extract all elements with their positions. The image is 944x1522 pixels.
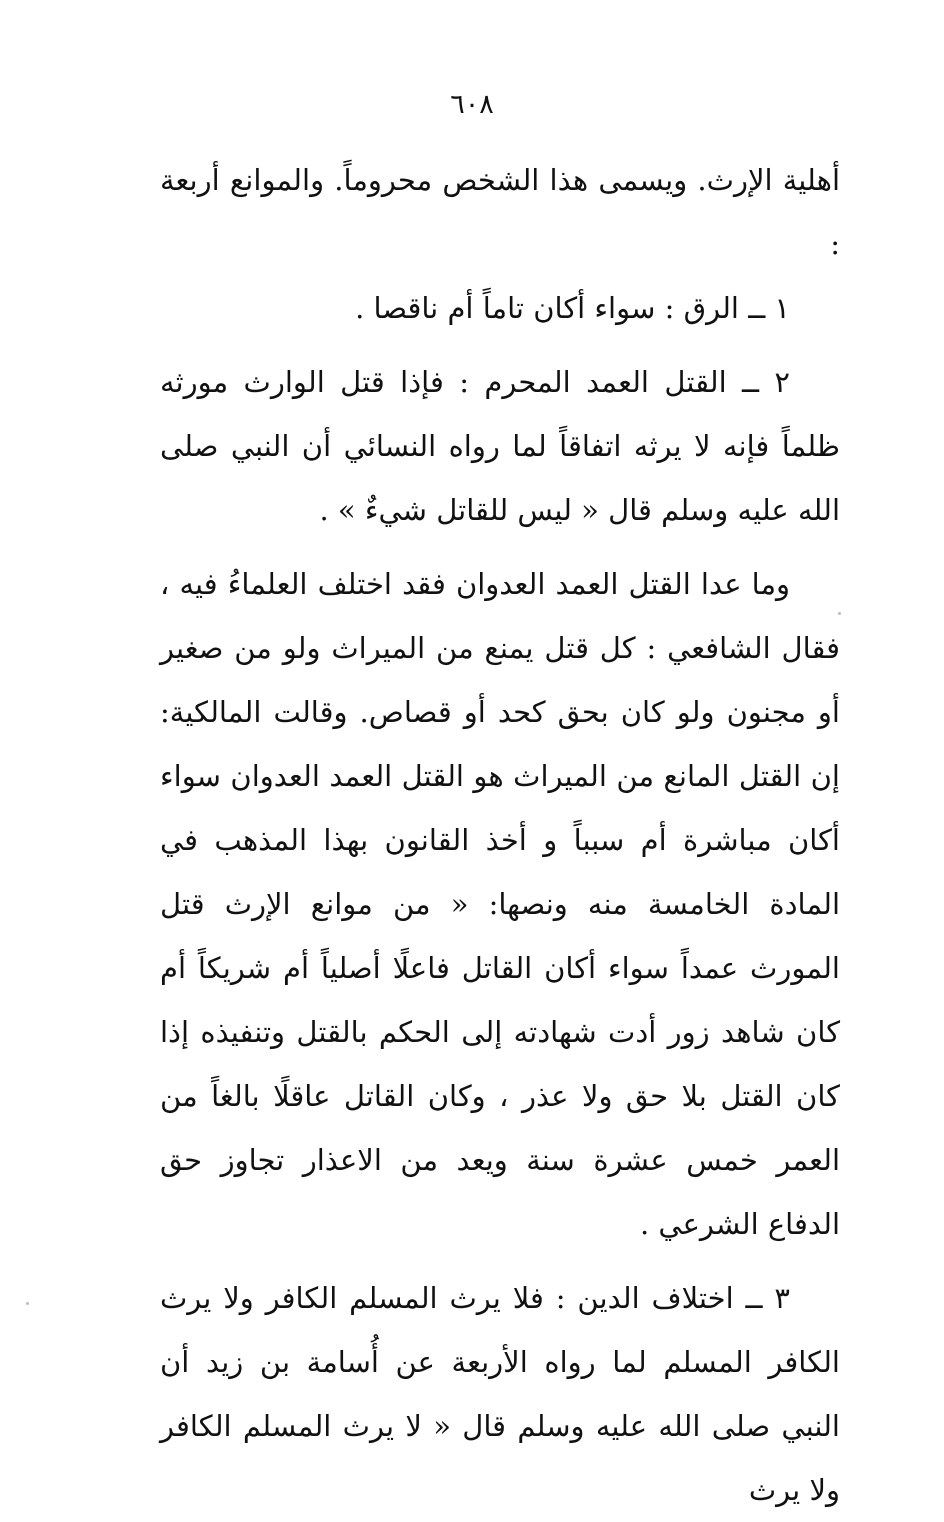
body-text — [160, 148, 840, 1522]
paragraph-intro: أهلية الإرث. ويسمى هذا الشخص محروماً. والموانع أربعة : — [160, 163, 840, 261]
paragraph-impediment-religion: ٣ ــ اختلاف الدين : فلا يرث المسلم الكافر ولا يرث الكافر المسلم لما رواه الأربعة عن أُسامة بن زيد أن النبي صلى الله عليه وسلم قال « لا يرث المسلم الكافر ولا يرث — [160, 1281, 840, 1507]
scan-speck — [838, 612, 841, 615]
paragraph-impediment-homicide: ٢ ــ القتل العمد المحرم : فإذا قتل الوارث مورثه ظلماً فإنه لا يرثه اتفاقاً لما رواه النسائي أن النبي صلى الله عليه وسلم قال « ليس للقاتل شيءٌ » . — [160, 365, 840, 527]
paragraph-scholars-disagreement: وما عدا القتل العمد العدوان فقد اختلف العلماءُ فيه ، فقال الشافعي : كل قتل يمنع من الميراث ولو من صغير أو مجنون ولو كان بحق كحد أو قصاص. وقالت المالكية: إن القتل المانع من الميراث هو القتل العمد العدوان سواء أكان مباشرة أم سبباً و أخذ القانون بهذا المذهب في المادة الخامسة منه ونصها: « من موانع الإرث قتل المورث عمداً سواء أكان القاتل فاعلًا أصلياً أم شريكاً أم كان شاهد زور أدت شهادته إلى الحكم بالقتل وتنفيذه إذا كان القتل بلا حق ولا عذر ، وكان القاتل عاقلًا بالغاً من العمر خمس عشرة سنة ويعد من الاعذار تجاوز حق الدفاع الشرعي . — [160, 567, 840, 1241]
page-number: ٦٠٨ — [450, 89, 494, 120]
paragraph-impediment-slavery: ١ ــ الرق : سواء أكان تاماً أم ناقصا . — [355, 291, 790, 325]
scan-speck — [26, 1302, 29, 1305]
